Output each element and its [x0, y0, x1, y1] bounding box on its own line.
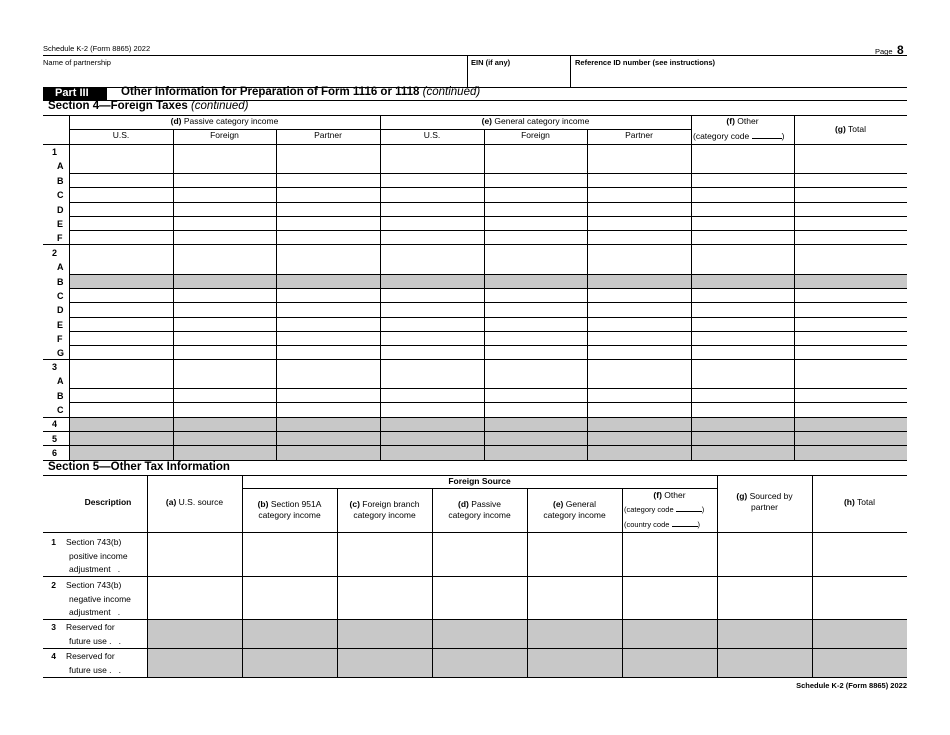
table-cell-input[interactable]	[148, 577, 241, 618]
table-rule	[43, 677, 907, 678]
name-of-partnership-label: Name of partnership	[43, 58, 111, 67]
table-rule	[69, 331, 907, 332]
table-rule	[43, 576, 907, 577]
table-rule	[69, 302, 907, 303]
s5-row-4-description: 4 Reserved for future use . .	[51, 651, 121, 675]
line-1a-letter: A	[57, 161, 64, 171]
table-cell-input[interactable]	[338, 577, 431, 618]
table-cell-input[interactable]	[243, 577, 336, 618]
table-cell-input[interactable]	[485, 289, 586, 301]
table-cell-input[interactable]	[174, 289, 275, 301]
s5-row-1-description: 1 Section 743(b) positive income adjustment .	[51, 537, 128, 574]
table-cell-input[interactable]	[381, 188, 483, 201]
form-title: Schedule K-2 (Form 8865) 2022	[43, 44, 151, 53]
table-cell-input[interactable]	[174, 346, 275, 358]
table-cell-input[interactable]	[795, 303, 906, 316]
part-tag-box	[43, 87, 107, 100]
part-title-suffix: (continued)	[422, 86, 481, 98]
line-2g-letter: G	[57, 348, 65, 358]
table-cell-input[interactable]	[623, 577, 716, 618]
table-cell-input[interactable]	[381, 360, 483, 387]
table-cell-input[interactable]	[277, 360, 379, 387]
table-cell-input[interactable]	[692, 231, 793, 243]
table-cell-input[interactable]	[485, 145, 586, 172]
table-cell-input[interactable]	[174, 389, 275, 401]
page-number	[875, 41, 904, 59]
table-cell-input[interactable]	[485, 231, 586, 243]
table-cell-input[interactable]	[795, 360, 906, 387]
table-cell-input[interactable]	[174, 360, 275, 387]
table-cell-input[interactable]	[277, 346, 379, 358]
col-d-us: U.S.	[112, 130, 130, 140]
table-cell-input[interactable]	[277, 289, 379, 301]
table-cell-input[interactable]	[528, 533, 621, 575]
line-3c-letter: C	[57, 405, 64, 415]
col-e-us: U.S.	[423, 130, 441, 140]
table-rule	[69, 345, 907, 346]
table-cell-input[interactable]	[813, 577, 906, 618]
header-divider	[467, 55, 468, 87]
section4-title	[48, 100, 249, 112]
table-cell-input[interactable]	[795, 289, 906, 301]
part-title	[121, 86, 480, 98]
table-cell-input[interactable]	[588, 174, 690, 186]
table-cell-input[interactable]	[381, 303, 483, 316]
col-d-header: (d) Passive category income	[170, 116, 279, 126]
table-cell-input[interactable]	[70, 217, 172, 229]
table-cell-input[interactable]	[174, 217, 275, 229]
col-e-partner: Partner	[625, 130, 653, 140]
table-cell-input[interactable]	[795, 203, 906, 215]
table-cell-input[interactable]	[70, 245, 172, 273]
shaded-row	[69, 417, 907, 431]
table-cell-input[interactable]	[70, 303, 172, 316]
table-rule	[242, 488, 717, 489]
page-number-value: 8	[896, 43, 904, 57]
table-cell-input[interactable]	[70, 389, 172, 401]
table-cell-input[interactable]	[433, 577, 526, 618]
table-cell-input[interactable]	[795, 245, 906, 273]
line-1b-letter: B	[57, 176, 64, 186]
col-d-foreign: Foreign	[210, 130, 239, 140]
table-cell-input[interactable]	[588, 346, 690, 358]
table-col-rule	[69, 115, 70, 460]
header-top-rule	[43, 55, 907, 56]
table-cell-input[interactable]	[277, 231, 379, 243]
line-1d-letter: D	[57, 205, 64, 215]
table-cell-input[interactable]	[813, 533, 906, 575]
col-e-header-s5: (e) General category income	[543, 499, 606, 520]
line-number-4: 4	[51, 419, 57, 429]
table-col-rule	[622, 488, 623, 677]
table-cell-input[interactable]	[795, 346, 906, 358]
table-cell-input[interactable]	[174, 231, 275, 243]
table-cell-input[interactable]	[70, 203, 172, 215]
table-cell-input[interactable]	[623, 533, 716, 575]
table-rule	[69, 202, 907, 203]
table-cell-input[interactable]	[485, 245, 586, 273]
table-col-rule	[587, 129, 588, 460]
table-cell-input[interactable]	[588, 289, 690, 301]
table-cell-input[interactable]	[70, 332, 172, 344]
table-cell-input[interactable]	[485, 346, 586, 358]
col-e-header: (e) General category income	[481, 116, 590, 126]
line-number-3: 3	[51, 362, 57, 372]
table-cell-input[interactable]	[485, 188, 586, 201]
table-cell-input[interactable]	[277, 403, 379, 416]
table-cell-input[interactable]	[588, 217, 690, 229]
col-f-category-code-s5: (category code )	[624, 505, 705, 514]
table-cell-input[interactable]	[692, 318, 793, 330]
table-cell-input[interactable]	[174, 203, 275, 215]
table-cell-input[interactable]	[795, 389, 906, 401]
table-cell-input[interactable]	[277, 318, 379, 330]
reference-id-field[interactable]	[575, 66, 905, 86]
table-cell-input[interactable]	[381, 289, 483, 301]
table-cell-input[interactable]	[277, 332, 379, 344]
col-f-header: (f) Other	[726, 116, 759, 126]
table-cell-input[interactable]	[485, 360, 586, 387]
col-g-header: (g) Total	[834, 124, 867, 134]
line-number-2: 2	[51, 248, 57, 258]
table-cell-input[interactable]	[174, 403, 275, 416]
col-d-partner: Partner	[314, 130, 342, 140]
table-rule	[43, 619, 907, 620]
ein-label: EIN (if any)	[471, 58, 511, 67]
table-cell-input[interactable]	[433, 533, 526, 575]
table-cell-input[interactable]	[485, 403, 586, 416]
part-title-text: Other Information for Preparation of Form 1116 or 1118	[121, 86, 420, 98]
table-cell-input[interactable]	[381, 203, 483, 215]
table-cell-input[interactable]	[588, 332, 690, 344]
table-rule	[43, 532, 907, 533]
table-cell-input[interactable]	[795, 332, 906, 344]
col-f-category-code: (category code )	[693, 131, 785, 141]
table-cell-input[interactable]	[277, 389, 379, 401]
table-cell-input[interactable]	[174, 245, 275, 273]
table-cell-input[interactable]	[692, 217, 793, 229]
part-tag: Part III	[55, 87, 89, 99]
table-cell-input[interactable]	[795, 145, 906, 172]
table-cell-input[interactable]	[485, 217, 586, 229]
col-b-header: (b) Section 951A category income	[257, 499, 322, 520]
table-cell-input[interactable]	[692, 332, 793, 344]
table-cell-input[interactable]	[588, 403, 690, 416]
table-cell-input[interactable]	[277, 203, 379, 215]
table-rule	[69, 230, 907, 231]
line-1e-letter: E	[57, 219, 64, 229]
table-rule	[69, 173, 907, 174]
table-rule	[69, 216, 907, 217]
table-cell-input[interactable]	[692, 289, 793, 301]
table-cell-input[interactable]	[174, 188, 275, 201]
table-cell-input[interactable]	[381, 346, 483, 358]
line-number-5: 5	[51, 434, 57, 444]
table-cell-input[interactable]	[148, 533, 241, 575]
shaded-row	[69, 431, 907, 445]
col-c-header: (c) Foreign branch category income	[349, 499, 420, 520]
table-cell-input[interactable]	[692, 389, 793, 401]
table-cell-input[interactable]	[795, 318, 906, 330]
table-rule	[69, 288, 907, 289]
table-cell-input[interactable]	[70, 318, 172, 330]
table-cell-input[interactable]	[381, 231, 483, 243]
table-col-rule	[484, 129, 485, 460]
page-label: Page	[875, 47, 893, 56]
line-2b-letter: B	[57, 277, 64, 287]
table-cell-input[interactable]	[174, 303, 275, 316]
table-cell-input[interactable]	[277, 217, 379, 229]
table-cell-input[interactable]	[70, 403, 172, 416]
table-cell-input[interactable]	[588, 318, 690, 330]
col-a-header: (a) U.S. source	[165, 497, 224, 507]
line-2f-letter: F	[57, 334, 63, 344]
table-rule	[69, 187, 907, 188]
table-cell-input[interactable]	[588, 188, 690, 201]
table-cell-input[interactable]	[70, 145, 172, 172]
table-cell-input[interactable]	[485, 303, 586, 316]
col-f-country-code-s5: (country code )	[624, 520, 701, 529]
line-2c-letter: C	[57, 291, 64, 301]
table-col-rule	[691, 115, 692, 460]
table-cell-input[interactable]	[692, 245, 793, 273]
line-1f-letter: F	[57, 233, 63, 243]
table-cell-input[interactable]	[588, 245, 690, 273]
table-cell-input[interactable]	[70, 360, 172, 387]
table-cell-input[interactable]	[381, 332, 483, 344]
table-cell-input[interactable]	[381, 217, 483, 229]
col-h-header-s5: (h) Total	[843, 497, 876, 507]
table-rule	[69, 402, 907, 403]
col-e-foreign: Foreign	[521, 130, 550, 140]
table-rule	[69, 317, 907, 318]
table-col-rule	[173, 129, 174, 460]
col-g-header-s5: (g) Sourced by partner	[736, 491, 793, 512]
table-cell-input[interactable]	[277, 174, 379, 186]
table-cell-input[interactable]	[692, 346, 793, 358]
line-1c-letter: C	[57, 190, 64, 200]
table-cell-input[interactable]	[795, 174, 906, 186]
table-cell-input[interactable]	[588, 203, 690, 215]
foreign-source-header: Foreign Source	[448, 476, 511, 486]
table-rule	[69, 274, 907, 275]
line-2d-letter: D	[57, 305, 64, 315]
table-col-rule	[276, 129, 277, 460]
line-3a-letter: A	[57, 376, 64, 386]
table-cell-input[interactable]	[718, 577, 811, 618]
table-cell-input[interactable]	[485, 332, 586, 344]
category-code-field-s5[interactable]	[676, 504, 702, 512]
reference-id-label: Reference ID number (see instructions)	[575, 58, 716, 67]
name-of-partnership-field[interactable]	[43, 66, 465, 86]
table-cell-input[interactable]	[795, 217, 906, 229]
table-cell-input[interactable]	[338, 533, 431, 575]
table-cell-input[interactable]	[381, 145, 483, 172]
country-code-field-s5[interactable]	[672, 519, 698, 527]
table-cell-input[interactable]	[692, 403, 793, 416]
table-cell-input[interactable]	[588, 231, 690, 243]
table-cell-input[interactable]	[692, 145, 793, 172]
table-cell-input[interactable]	[692, 303, 793, 316]
table-rule	[69, 388, 907, 389]
table-cell-input[interactable]	[277, 245, 379, 273]
s5-row-2-description: 2 Section 743(b) negative income adjustment .	[51, 580, 131, 617]
shaded-row	[69, 274, 907, 288]
table-cell-input[interactable]	[277, 145, 379, 172]
col-f-header-s5: (f) Other	[653, 490, 686, 500]
table-cell-input[interactable]	[485, 389, 586, 401]
table-cell-input[interactable]	[174, 145, 275, 172]
table-cell-input[interactable]	[485, 203, 586, 215]
category-code-field[interactable]	[752, 130, 782, 139]
table-cell-input[interactable]	[174, 332, 275, 344]
table-col-rule	[380, 115, 381, 460]
section4-title-suffix: (continued)	[190, 100, 249, 112]
table-cell-input[interactable]	[381, 403, 483, 416]
table-cell-input[interactable]	[70, 346, 172, 358]
table-cell-input[interactable]	[588, 303, 690, 316]
table-cell-input[interactable]	[692, 360, 793, 387]
col-description-header: Description	[84, 497, 132, 507]
line-number-1: 1	[51, 147, 57, 157]
table-cell-input[interactable]	[381, 245, 483, 273]
table-cell-input[interactable]	[485, 174, 586, 186]
table-cell-input[interactable]	[381, 389, 483, 401]
table-cell-input[interactable]	[588, 145, 690, 172]
table-cell-input[interactable]	[795, 188, 906, 201]
table-cell-input[interactable]	[277, 303, 379, 316]
table-cell-input[interactable]	[692, 174, 793, 186]
footer-form-title: Schedule K-2 (Form 8865) 2022	[796, 681, 907, 690]
table-cell-input[interactable]	[485, 318, 586, 330]
ein-field[interactable]	[471, 66, 567, 86]
s5-row-3-description: 3 Reserved for future use . .	[51, 622, 121, 646]
col-d-header-s5: (d) Passive category income	[448, 499, 511, 520]
header-divider	[570, 55, 571, 87]
section4-title-text: Section 4—Foreign Taxes	[48, 100, 188, 112]
table-cell-input[interactable]	[588, 389, 690, 401]
table-cell-input[interactable]	[277, 188, 379, 201]
table-rule	[43, 648, 907, 649]
line-3b-letter: B	[57, 391, 64, 401]
table-col-rule	[794, 115, 795, 460]
table-cell-input[interactable]	[588, 360, 690, 387]
table-cell-input[interactable]	[528, 577, 621, 618]
line-2a-letter: A	[57, 262, 64, 272]
table-cell-input[interactable]	[795, 231, 906, 243]
table-cell-input[interactable]	[692, 188, 793, 201]
table-cell-input[interactable]	[692, 203, 793, 215]
table-cell-input[interactable]	[70, 188, 172, 201]
line-number-6: 6	[51, 448, 57, 458]
table-cell-input[interactable]	[174, 318, 275, 330]
table-cell-input[interactable]	[381, 318, 483, 330]
table-cell-input[interactable]	[795, 403, 906, 416]
table-cell-input[interactable]	[174, 174, 275, 186]
table-cell-input[interactable]	[70, 174, 172, 186]
table-cell-input[interactable]	[718, 533, 811, 575]
shaded-row	[69, 445, 907, 460]
section5-title: Section 5—Other Tax Information	[48, 461, 230, 473]
table-cell-input[interactable]	[243, 533, 336, 575]
table-cell-input[interactable]	[70, 289, 172, 301]
table-cell-input[interactable]	[70, 231, 172, 243]
table-cell-input[interactable]	[381, 174, 483, 186]
line-2e-letter: E	[57, 320, 64, 330]
